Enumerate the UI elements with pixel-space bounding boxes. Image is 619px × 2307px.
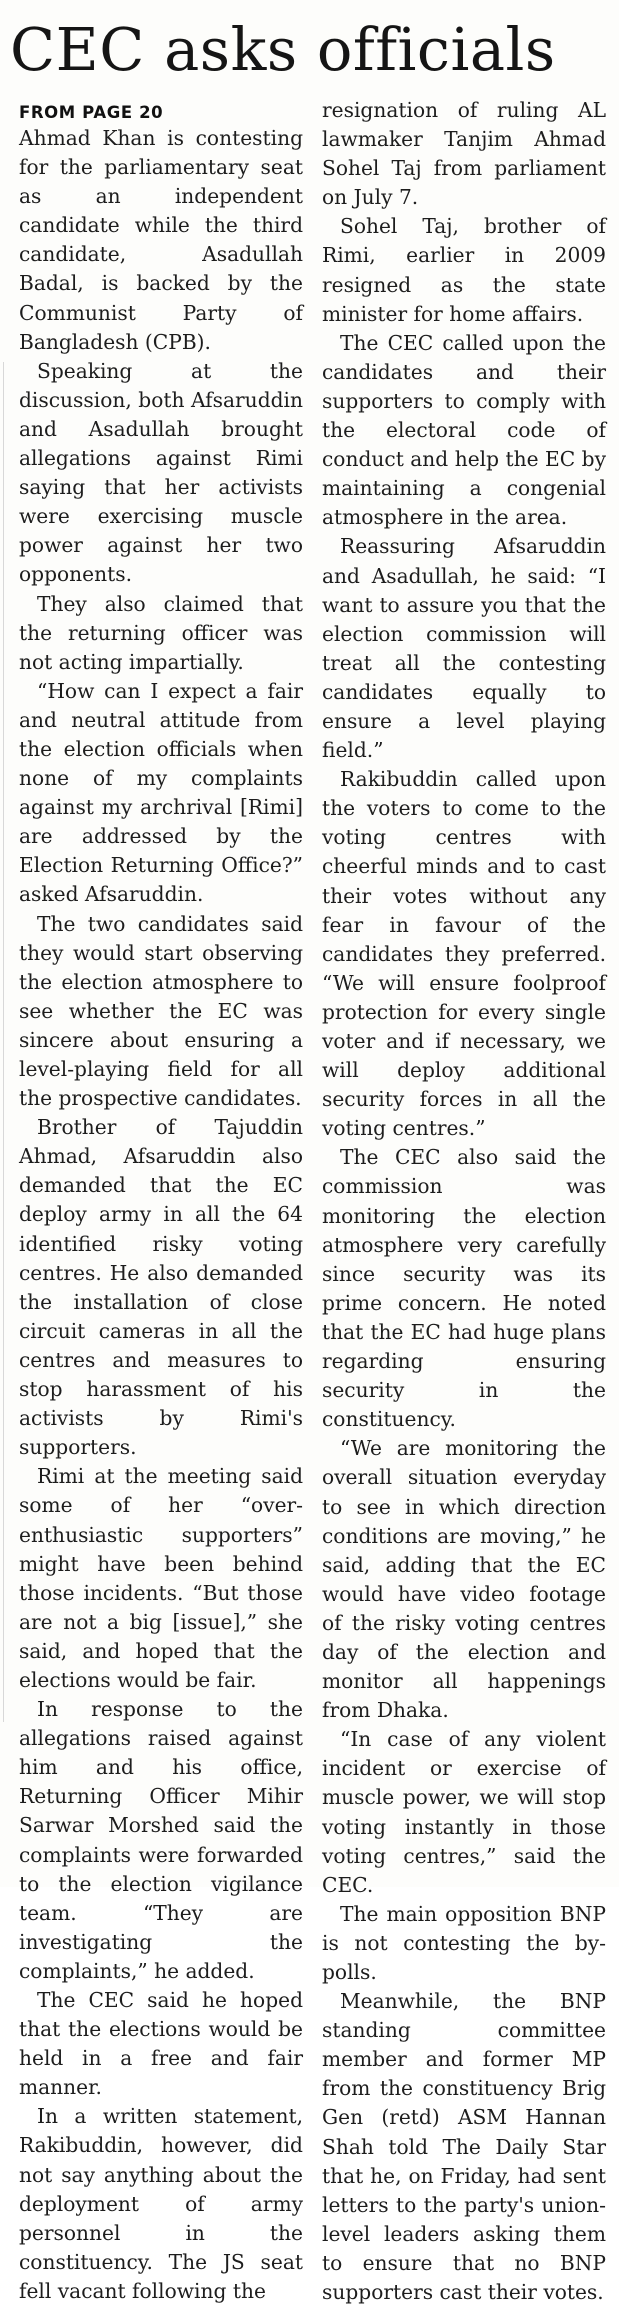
paragraph: In a written statement, Rakibuddin, however, did not say anything about the deployment of army personnel in the constituency. The JS seat fell vacant following the — [19, 2104, 303, 2303]
paragraph: Brother of Tajuddin Ahmad, Afsaruddin also demanded that the EC deploy army in all the 64 identified risky voting centres. He also demanded the installation of close circuit cameras in all the centres and measures to stop harassment of his activists by Rimi's supporters. — [19, 1115, 303, 1460]
left-column — [19, 102, 303, 2306]
paragraph: Sohel Taj, brother of Rimi, earlier in 2009 resigned as the state minister for home affairs. — [322, 214, 606, 326]
paragraph: The CEC called upon the candidates and their supporters to comply with the electoral code of conduct and help the EC by maintaining a congenial atmosphere in the area. — [322, 330, 606, 530]
paragraph: Rimi at the meeting said some of her “over-enthusiastic supporters” might have been behind those incidents. “But those are not a big [issue],” she said, and hoped that the elections would be fair. — [19, 1464, 303, 1692]
right-column — [322, 96, 606, 2307]
headline: CEC asks officials — [10, 15, 556, 84]
paragraph: Speaking at the discussion, both Afsaruddin and Asadullah brought allegations against Rimi saying that her activists were exercising muscle power against her two opponents. — [19, 358, 303, 587]
column-edge-rule — [3, 362, 4, 1722]
paragraph: The two candidates said they would start observing the election atmosphere to see whether the EC was sincere about ensuring a level-playing field for all the prospective candidates. — [19, 911, 303, 1111]
paragraph: Rakibuddin called upon the voters to come to the voting centres with cheerful minds and to cast their votes without any fear in favour of the candidates they preferred. “We will ensure foolproof protection for every single voter and if necessary, we will deploy additional security forces in all the voting centres.” — [322, 767, 606, 1141]
paragraph: resignation of ruling AL lawmaker Tanjim Ahmad Sohel Taj from parliament on July 7. — [322, 98, 606, 210]
from-page-label: FROM PAGE 20 — [19, 103, 164, 122]
paragraph: The CEC said he hoped that the elections would be held in a free and fair manner. — [19, 1988, 303, 2100]
paragraph: Reassuring Afsaruddin and Asadullah, he said: “I want to assure you that the election commission will treat all the contesting candidates equally to ensure a level playing field.” — [322, 534, 606, 763]
paragraph: “How can I expect a fair and neutral attitude from the election officials when none of my complaints against my archrival [Rimi] are addressed by the Election Returning Office?” asked Afsaruddin. — [19, 678, 303, 907]
paragraph: “We are monitoring the overall situation everyday to see in which direction conditions are moving,” he said, adding that the EC would have video footage of the risky voting centres day of the election and monitor all happenings from Dhaka. — [322, 1436, 606, 1723]
paragraph: In response to the allegations raised against him and his office, Returning Officer Mihir Sarwar Morshed said the complaints were forwarded to the election vigilance team. “They are investigating the complaints,” he added. — [19, 1697, 303, 1983]
paragraph: Ahmad Khan is contesting for the parliamentary seat as an independent candidate while the third candidate, Asadullah Badal, is backed by the Communist Party of Bangladesh (CPB). — [19, 126, 303, 354]
paragraph: The CEC also said the commission was monitoring the election atmosphere very carefully since security was its prime concern. He noted that the EC had huge plans regarding ensuring security in the constituency. — [322, 1145, 606, 1432]
paragraph: The main opposition BNP is not contesting the by-polls. — [322, 1901, 606, 1984]
paragraph: They also claimed that the returning officer was not acting impartially. — [19, 591, 303, 674]
paragraph: “In case of any violent incident or exercise of muscle power, we will stop voting instantly in those voting centres,” said the CEC. — [322, 1727, 606, 1897]
paragraph: Meanwhile, the BNP standing committee member and former MP from the constituency Brig Gen (retd) ASM Hannan Shah told The Daily Star that he, on Friday, had sent letters to the party's union-level leaders asking them to ensure that no BNP supporters cast their votes. — [322, 1989, 606, 2305]
